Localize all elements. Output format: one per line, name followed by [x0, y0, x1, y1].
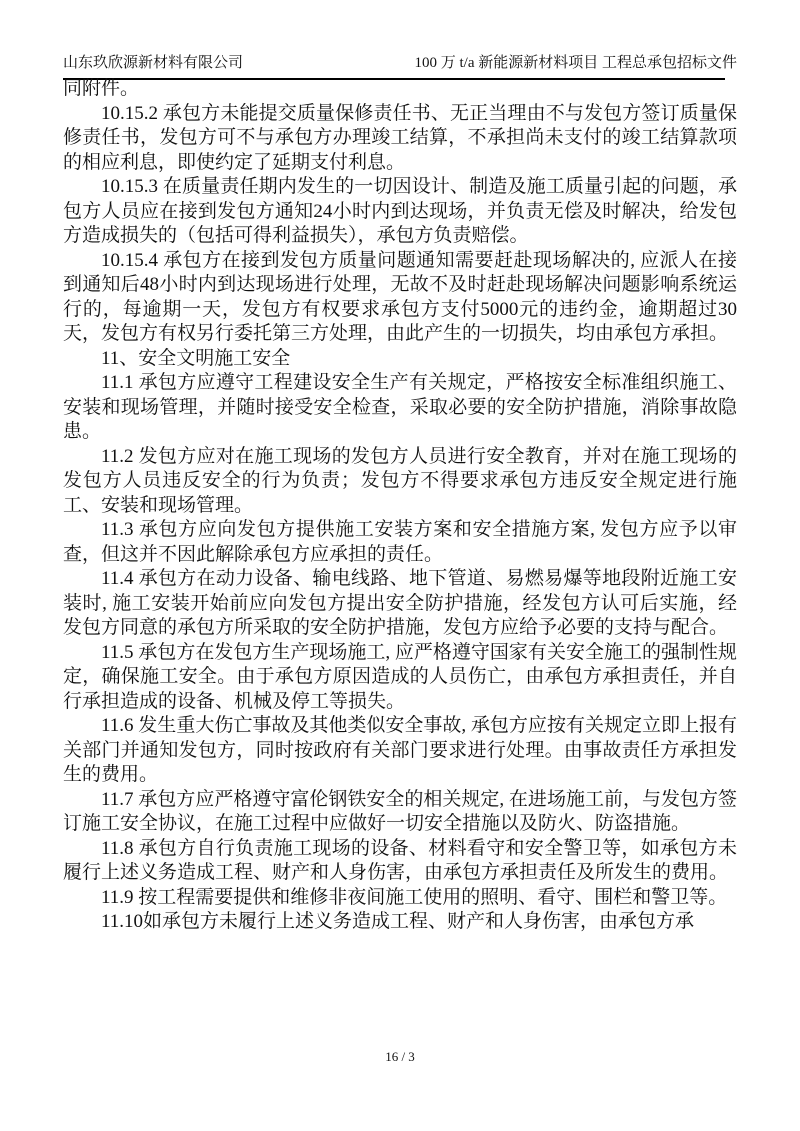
page-header [63, 53, 737, 73]
section-heading-11: 11、安全文明施工安全 [101, 347, 291, 369]
paragraph-11-2: 11.2 发包方应对在施工现场的发包方人员进行安全教育，并对在施工现场的发包方人员违反安全的行为负责；发包方不得要求承包方违反安全规定进行施工、安装和现场管理。 [63, 445, 737, 516]
header-company: 山东玖欣源新材料有限公司 [63, 55, 244, 71]
paragraph-10-15-3: 10.15.3 在质量责任期内发生的一切因设计、制造及施工质量引起的问题，承包方人员应在接到发包方通知24小时内到达现场，并负责无偿及时解决，给发包方造成损失的（包括可得利益损失），承包方负责赔偿。 [63, 176, 737, 246]
paragraph-10-15-2: 10.15.2 承包方未能提交质量保修责任书、无正当理由不与发包方签订质量保修责任书，发包方可不与承包方办理竣工结算，不承担尚未支付的竣工结算款项的相应利息，即使约定了延期支付利息。 [63, 102, 737, 173]
paragraph-11-9: 11.9 按工程需要提供和维修非夜间施工使用的照明、看守、围栏和警卫等。 [101, 886, 728, 908]
paragraph-continuation: 同附件。 [63, 78, 140, 99]
document-body [63, 77, 737, 935]
page-footer [0, 1048, 800, 1066]
header-project-title: 100 万 t/a 新能源新材料项目 工程总承包招标文件 [414, 55, 737, 71]
paragraph-11-7: 11.7 承包方应严格遵守富伦钢铁安全的相关规定, 在进场施工前，与发包方签订施工安全协议，在施工过程中应做好一切安全措施以及防火、防盗措施。 [63, 788, 737, 834]
paragraph-11-4: 11.4 承包方在动力设备、输电线路、地下管道、易燃易爆等地段附近施工安装时, 施工安装开始前应向发包方提出安全防护措施，经发包方认可后实施，经发包方同意的承包方所采取的安全防护措施，发包方应给予必要的支持与配合。 [63, 568, 737, 638]
page-number: 16 / 3 [385, 1049, 415, 1064]
paragraph-11-6: 11.6 发生重大伤亡事故及其他类似安全事故, 承包方应按有关规定立即上报有关部门并通知发包方，同时按政府有关部门要求进行处理。由事故责任方承担发生的费用。 [63, 715, 737, 785]
paragraph-10-15-4: 10.15.4 承包方在接到发包方质量问题通知需要赶赴现场解决的, 应派人在接到通知后48小时内到达现场进行处理，无故不及时赶赴现场解决问题影响系统运行的，每逾期一天，发包方有权要求承包方支付5000元的违约金，逾期超过30天，发包方有权另行委托第三方处理，由此产生的一切损失，均由承包方承担。 [63, 249, 737, 344]
paragraph-11-1: 11.1 承包方应遵守工程建设安全生产有关规定，严格按安全标准组织施工、安装和现场管理，并随时接受安全检查，采取必要的安全防护措施，消除事故隐患。 [63, 372, 737, 442]
paragraph-11-10: 11.10如承包方未履行上述义务造成工程、财产和人身伤害，由承包方承 [101, 911, 695, 932]
paragraph-11-3: 11.3 承包方应向发包方提供施工安装方案和安全措施方案, 发包方应予以审查，但这并不因此解除承包方应承担的责任。 [63, 519, 737, 565]
paragraph-11-8: 11.8 承包方自行负责施工现场的设备、材料看守和安全警卫等，如承包方未履行上述义务造成工程、财产和人身伤害，由承包方承担责任及所发生的费用。 [63, 837, 737, 883]
paragraph-11-5: 11.5 承包方在发包方生产现场施工, 应严格遵守国家有关安全施工的强制性规定，确保施工安全。由于承包方原因造成的人员伤亡，由承包方承担责任，并自行承担造成的设备、机械及停工等损失。 [63, 641, 737, 712]
